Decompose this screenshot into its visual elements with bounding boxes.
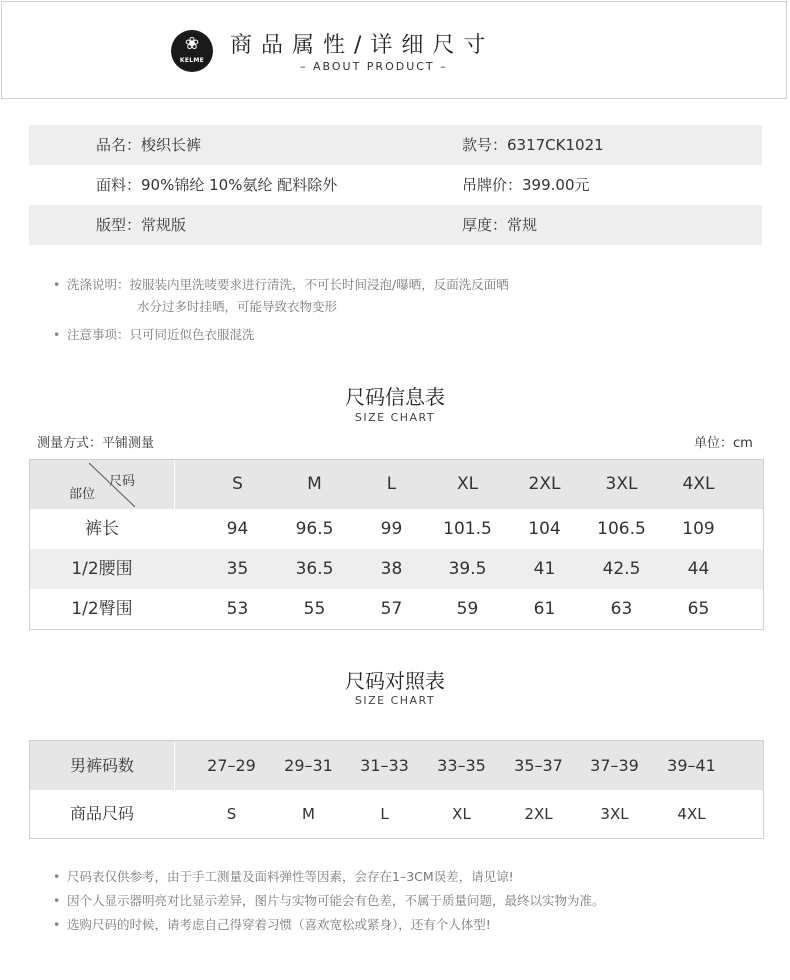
table-cell: 33–35 <box>437 756 486 775</box>
row-label: 裤长 <box>85 519 119 539</box>
table-cell: 44 <box>687 559 710 579</box>
size-header: 4XL <box>682 474 715 494</box>
table-cell: 3XL <box>600 805 629 823</box>
table-cell: 35–37 <box>514 756 563 775</box>
table-cell: S <box>226 805 237 823</box>
table-cell: 101.5 <box>443 519 492 539</box>
attribute-price: 吊牌价：399.00元 <box>462 176 590 194</box>
bullet-icon: • <box>53 917 61 932</box>
row-label: 1/2臀围 <box>71 599 133 619</box>
table-cell: 53 <box>226 599 249 619</box>
table-cell: 39–41 <box>667 756 716 775</box>
size-compare-subtitle: SIZE CHART <box>354 694 436 707</box>
size-header: 3XL <box>605 474 638 494</box>
corner-part-label: 部位 <box>69 487 96 502</box>
table-cell: 2XL <box>524 805 553 823</box>
attribute-name: 品名：梭织长裤 <box>96 136 202 154</box>
table-cell: 63 <box>610 599 633 619</box>
table-cell: 36.5 <box>295 559 334 579</box>
bullet-icon: • <box>53 277 61 292</box>
table-cell: 37–39 <box>590 756 639 775</box>
size-compare-title: 尺码对照表 <box>345 669 445 693</box>
bullet-icon: • <box>53 327 61 342</box>
wash-label: 洗涤说明： <box>67 277 130 292</box>
footer-note-text: 尺码表仅供参考，由于手工测量及面料弹性等因素，会存在1–3CM误差，请见谅! <box>67 869 514 884</box>
table-cell: M <box>302 805 315 823</box>
footer-note <box>53 915 491 935</box>
size-header: M <box>307 474 322 494</box>
size-chart-table <box>29 459 764 630</box>
table-cell: 94 <box>226 519 249 539</box>
measure-unit: 单位：cm <box>694 436 753 451</box>
row-label: 商品尺码 <box>69 804 134 823</box>
caution-text: 只可同近似色衣服混洗 <box>129 327 255 342</box>
table-cell: 31–33 <box>360 756 409 775</box>
footer-note <box>53 891 605 911</box>
table-cell: 29–31 <box>284 756 333 775</box>
table-cell: 4XL <box>677 805 706 823</box>
size-header: L <box>386 474 397 494</box>
footer-note-text: 因个人显示器明亮对比显示差异，图片与实物可能会有色差，不属于质量问题，最终以实物为准。 <box>67 893 605 908</box>
attribute-row <box>29 125 762 165</box>
wash-text: 按服装内里洗唛要求进行清洗，不可长时间浸泡/曝晒，反面洗反面晒 <box>129 277 509 292</box>
attribute-fit: 版型：常规版 <box>96 216 187 234</box>
table-cell: 55 <box>303 599 326 619</box>
table-cell: 39.5 <box>448 559 487 579</box>
table-header-row <box>30 741 763 790</box>
bullet-icon: • <box>53 893 61 908</box>
table-cell: 96.5 <box>295 519 334 539</box>
row-label: 1/2腰围 <box>71 559 133 579</box>
column-divider <box>174 460 175 509</box>
table-cell: 59 <box>456 599 479 619</box>
table-cell: 42.5 <box>602 559 641 579</box>
table-row <box>30 549 763 589</box>
table-header-row <box>30 460 763 509</box>
table-cell: 106.5 <box>597 519 646 539</box>
kelme-logo <box>171 30 213 72</box>
attribute-row <box>29 205 762 245</box>
page-title: 商品属性/详细尺寸 <box>230 33 495 58</box>
table-cell: 109 <box>682 519 715 539</box>
attribute-row <box>29 165 762 205</box>
size-header: 2XL <box>528 474 561 494</box>
bullet-icon: • <box>53 869 61 884</box>
size-compare-table <box>29 740 764 839</box>
size-chart-subtitle: SIZE CHART <box>354 411 436 424</box>
table-cell: XL <box>452 805 471 823</box>
table-cell: 65 <box>687 599 710 619</box>
table-cell: L <box>380 805 389 823</box>
page-subtitle: – ABOUT PRODUCT – <box>300 60 448 73</box>
table-cell: 57 <box>380 599 403 619</box>
table-cell: 99 <box>380 519 403 539</box>
footer-note-text: 选购尺码的时候，请考虑自己得穿着习惯（喜欢宽松或紧身），还有个人体型! <box>67 917 491 932</box>
table-row <box>30 589 763 629</box>
table-cell: 27–29 <box>207 756 256 775</box>
column-divider <box>174 741 175 790</box>
table-cell: 38 <box>380 559 403 579</box>
table-cell: 61 <box>533 599 556 619</box>
table-row <box>30 790 763 838</box>
table-cell: 41 <box>533 559 556 579</box>
logo-brand: KELME <box>179 57 205 64</box>
footer-note <box>53 867 514 887</box>
table-cell: 35 <box>226 559 249 579</box>
table-cell: 104 <box>528 519 561 539</box>
caution-note <box>53 325 255 345</box>
table-row <box>30 509 763 549</box>
attribute-fabric: 面料：90%锦纶 10%氨纶 配料除外 <box>96 176 338 194</box>
caution-label: 注意事项： <box>67 327 130 342</box>
paw-icon: ❀ <box>184 34 200 54</box>
row-label: 男裤码数 <box>69 756 134 775</box>
corner-cell <box>30 460 174 509</box>
measure-method: 测量方式：平铺测量 <box>37 436 155 451</box>
size-chart-title: 尺码信息表 <box>345 385 445 409</box>
wash-note-cont: 水分过多时挂晒，可能导致衣物变形 <box>137 299 338 314</box>
attribute-thickness: 厚度：常规 <box>462 216 538 234</box>
wash-note <box>53 275 509 295</box>
corner-size-label: 尺码 <box>109 474 136 489</box>
size-header: S <box>232 474 243 494</box>
attribute-style-no: 款号：6317CK1021 <box>462 136 604 154</box>
size-header: XL <box>456 474 479 494</box>
